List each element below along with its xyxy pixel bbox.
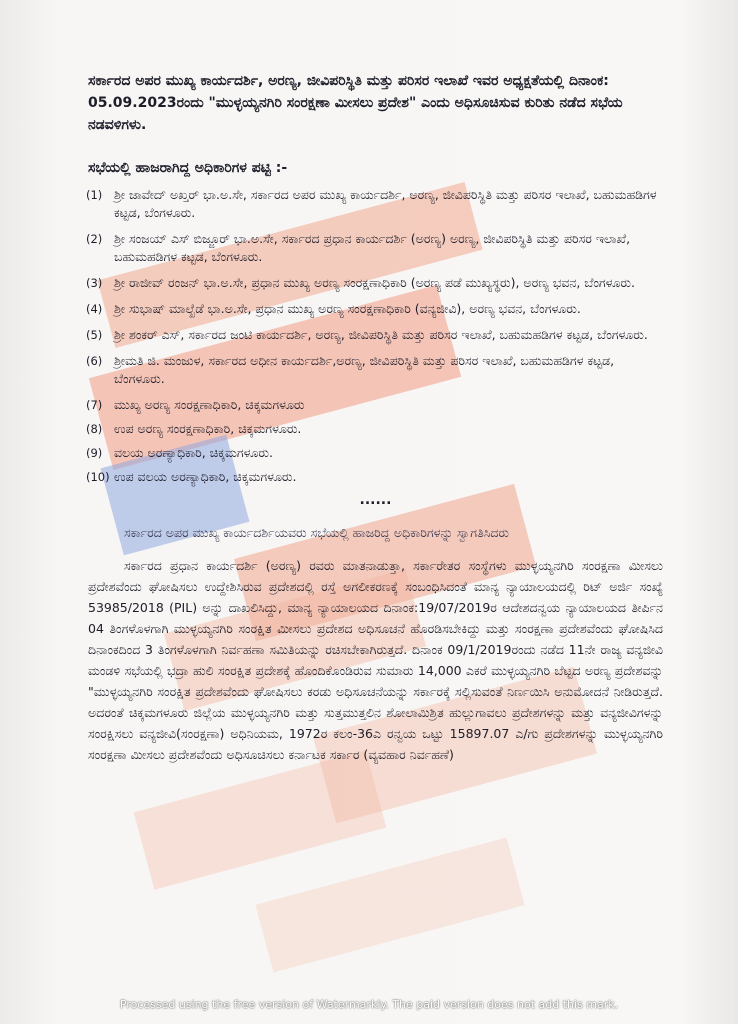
item-text: ವಲಯ ಅರಣ್ಯಾಧಿಕಾರಿ, ಚಿಕ್ಕಮಗಳೂರು. bbox=[114, 445, 273, 460]
item-number: (7) bbox=[86, 398, 103, 412]
paragraph-welcome: ಸರ್ಕಾರದ ಅಪರ ಮುಖ್ಯ ಕಾರ್ಯದರ್ಶಿಯವರು ಸಭೆಯಲ್ಲಿ ಹಾಜರಿದ್ದ ಅಧಿಕಾರಿಗಳನ್ನು ಸ್ವಾಗತಿಸಿದರು bbox=[124, 525, 509, 540]
list-item bbox=[88, 352, 663, 388]
list-item bbox=[88, 230, 663, 266]
item-number: (5) bbox=[86, 328, 103, 342]
item-text: ಮುಖ್ಯ ಅರಣ್ಯ ಸಂರಕ್ಷಣಾಧಿಕಾರಿ, ಚಿಕ್ಕಮಗಳೂರು bbox=[114, 397, 305, 412]
document-content bbox=[88, 70, 663, 777]
item-text: ಶ್ರೀ ಸಂಜಯ್ ಎಸ್ ಬಿಜ್ಜೂರ್ ಭಾ.ಅ.ಸೇ, ಸರ್ಕಾರದ ಪ್ರಧಾನ ಕಾರ್ಯದರ್ಶಿ (ಅರಣ್ಯ) ಅರಣ್ಯ, ಜೀವಿಪರಿಸ್ಥಿತಿ ಮತ್ತು ಪರಿಸರ ಇಲಾಖೆ, ಬಹುಮಹಡಿಗಳ ಕಟ್ಟಡ, ಬೆಂಗಳೂರು. bbox=[114, 231, 631, 264]
list-item bbox=[88, 468, 663, 486]
paragraph-discussion: ಸರ್ಕಾರದ ಪ್ರಧಾನ ಕಾರ್ಯದರ್ಶಿ (ಅರಣ್ಯ) ರವರು ಮಾತನಾಡುತ್ತಾ, ಸರ್ಕಾರೇತರ ಸಂಸ್ಥೆಗಳು ಮುಳ್ಳಯ್ಯನಗಿರಿ ಸಂರಕ್ಷಣಾ ಮೀಸಲು ಪ್ರದೇಶವೆಂದು ಘೋಷಿಸಲು ಉದ್ದೇಶಿಸಿರುವ ಪ್ರದೇಶದಲ್ಲಿ ರಸ್ತೆ ಅಗಲೀಕರಣಕ್ಕೆ ಸಂಬಂಧಿಸಿದಂತೆ ಮಾನ್ಯ ನ್ಯಾಯಾಲಯದಲ್ಲಿ ರಿಟ್ ಅರ್ಜಿ ಸಂಖ್ಯೆ 53985/2018 (PIL) ಅನ್ನು ದಾಖಲಿಸಿದ್ದು, ಮಾನ್ಯ ನ್ಯಾಯಾಲಯದ ದಿನಾಂಕ:19/07/2019ರ ಆದೇಶದನ್ವಯ ನ್ಯಾಯಾಲಯದ ತೀರ್ಪಿನ 04 ತಿಂಗಳೊಳಗಾಗಿ ಮುಳ್ಳಯ್ಯನಗಿರಿ ಸಂರಕ್ಷಿತ ಮೀಸಲು ಪ್ರದೇಶದ ಅಧಿಸೂಚನೆ ಹೊರಡಿಸಬೇಕಿದ್ದು ಮತ್ತು ಸಂರಕ್ಷಣಾ ಪ್ರದೇಶವೆಂದು ಘೋಷಿಸಿದ ದಿನಾಂಕದಿಂದ 3 ತಿಂಗಳೊಳಗಾಗಿ ನಿರ್ವಹಣಾ ಸಮಿತಿಯನ್ನು ರಚಿಸಬೇಕಾಗಿರುತ್ತದೆ. ದಿನಾಂಕ 09/1/2019ರಂದು ನಡೆದ 11ನೇ ರಾಜ್ಯ ವನ್ಯಜೀವಿ ಮಂಡಳಿ ಸಭೆಯಲ್ಲಿ ಭದ್ರಾ ಹುಲಿ ಸಂರಕ್ಷಿತ ಪ್ರದೇಶಕ್ಕೆ ಹೊಂದಿಕೊಂಡಿರುವ ಸುಮಾರು 14,000 ಎಕರೆ ಮುಳ್ಳಯ್ಯನಗಿರಿ ಬೆಟ್ಟದ ಅರಣ್ಯ ಪ್ರದೇಶವನ್ನು "ಮುಳ್ಳಯ್ಯನಗಿರಿ ಸಂರಕ್ಷಿತ ಪ್ರದೇಶವೆಂದು ಘೋಷಿಸಲು ಕರಡು ಅಧಿಸೂಚನೆಯನ್ನು ಸರ್ಕಾರಕ್ಕೆ ಸಲ್ಲಿಸುವಂತೆ ನಿರ್ಣಯಿಸಿ ಅನುಮೋದನೆ ನೀಡಿರುತ್ತದೆ. ಅದರಂತೆ ಚಿಕ್ಕಮಗಳೂರು ಜಿಲ್ಲೆಯ ಮುಳ್ಳಯ್ಯನಗಿರಿ ಮತ್ತು ಸುತ್ತಮುತ್ತಲಿನ ಶೋಲಾಮಿಶ್ರಿತ ಹುಲ್ಲುಗಾವಲು ಪ್ರದೇಶಗಳನ್ನು ಮತ್ತು ವನ್ಯಜೀವಿಗಳನ್ನು ಸಂರಕ್ಷಿಸಲು ವನ್ಯಜೀವಿ(ಸಂರಕ್ಷಣಾ) ಅಧಿನಿಯಮ, 1972ರ ಕಲಂ-36ಎ ರನ್ವಯ ಒಟ್ಟು 15897.07 ಎ/ಗು ಪ್ರದೇಶಗಳನ್ನು ಮುಳ್ಳಯ್ಯನಗಿರಿ ಸಂರಕ್ಷಣಾ ಮೀಸಲು ಪ್ರದೇಶವೆಂದು ಅಧಿಸೂಚಿಸಲು ಕರ್ನಾಟಕ ಸರ್ಕಾರ (ವ್ಯವಹಾರ ನಿರ್ವಹಣೆ) bbox=[88, 558, 663, 762]
list-item bbox=[88, 396, 663, 414]
item-number: (3) bbox=[86, 276, 103, 290]
item-text: ಶ್ರೀಮತಿ ಜಿ. ಮಂಜುಳ, ಸರ್ಕಾರದ ಅಧೀನ ಕಾರ್ಯದರ್ಶಿ,ಅರಣ್ಯ, ಜೀವಿಪರಿಸ್ಥಿತಿ ಮತ್ತು ಪರಿಸರ ಇಲಾಖೆ, ಬಹುಮಹಡಿಗಳ ಕಟ್ಟಡ, ಬೆಂಗಳೂರು. bbox=[114, 353, 615, 386]
item-number: (4) bbox=[86, 302, 103, 316]
item-number: (6) bbox=[86, 354, 103, 368]
item-text: ಉಪ ಅರಣ್ಯ ಸಂರಕ್ಷಣಾಧಿಕಾರಿ, ಚಿಕ್ಕಮಗಳೂರು. bbox=[114, 421, 302, 436]
list-item bbox=[88, 420, 663, 438]
list-item bbox=[88, 326, 663, 344]
item-text: ಉಪ ವಲಯ ಅರಣ್ಯಾಧಿಕಾರಿ, ಚಿಕ್ಕಮಗಳೂರು. bbox=[114, 469, 297, 484]
document-title: ಸರ್ಕಾರದ ಅಪರ ಮುಖ್ಯ ಕಾರ್ಯದರ್ಶಿ, ಅರಣ್ಯ, ಜೀವಿಪರಿಸ್ಥಿತಿ ಮತ್ತು ಪರಿಸರ ಇಲಾಖೆ ಇವರ ಅಧ್ಯಕ್ಷತೆಯಲ್ಲಿ ದಿನಾಂಕ: 05.09.2023ರಂದು "ಮುಳ್ಳಯ್ಯನಗಿರಿ ಸಂರಕ್ಷಣಾ ಮೀಸಲು ಪ್ರದೇಶ" ಎಂದು ಅಧಿಸೂಚಿಸುವ ಕುರಿತು ನಡೆದ ಸಭೆಯ ನಡವಳಿಗಳು. bbox=[88, 73, 623, 133]
item-number: (2) bbox=[86, 232, 103, 246]
section-separator: ...... bbox=[359, 492, 392, 508]
item-number: (9) bbox=[86, 446, 103, 460]
watermark-footer-text: Processed using the free version of Watermarkly. The paid version does not add this mark. bbox=[119, 998, 619, 1011]
list-item bbox=[88, 444, 663, 462]
item-number: (10) bbox=[86, 470, 110, 484]
item-text: ಶ್ರೀ ಸುಭಾಷ್ ಮಾಲ್ಖೆಡೆ ಭಾ.ಅ.ಸೇ, ಪ್ರಧಾನ ಮುಖ್ಯ ಅರಣ್ಯ ಸಂರಕ್ಷಣಾಧಿಕಾರಿ (ವನ್ಯಜೀವಿ), ಅರಣ್ಯ ಭವನ, ಬೆಂಗಳೂರು. bbox=[114, 301, 581, 316]
list-item bbox=[88, 186, 663, 222]
item-text: ಶ್ರೀ ರಾಜೀವ್ ರಂಜನ್ ಭಾ.ಅ.ಸೇ, ಪ್ರಧಾನ ಮುಖ್ಯ ಅರಣ್ಯ ಸಂರಕ್ಷಣಾಧಿಕಾರಿ (ಅರಣ್ಯ ಪಡೆ ಮುಖ್ಯಸ್ಥರು), ಅರಣ್ಯ ಭವನ, ಬೆಂಗಳೂರು. bbox=[114, 275, 635, 290]
list-item bbox=[88, 274, 663, 292]
item-number: (1) bbox=[86, 188, 103, 202]
item-text: ಶ್ರೀ ಶಂಕರ್ ಎಸ್, ಸರ್ಕಾರದ ಜಂಟಿ ಕಾರ್ಯದರ್ಶಿ, ಅರಣ್ಯ, ಜೀವಿಪರಿಸ್ಥಿತಿ ಮತ್ತು ಪರಿಸರ ಇಲಾಖೆ, ಬಹುಮಹಡಿಗಳ ಕಟ್ಟಡ, ಬೆಂಗಳೂರು. bbox=[114, 327, 648, 342]
item-number: (8) bbox=[86, 422, 103, 436]
watermark-shape bbox=[255, 838, 524, 973]
attendees-list bbox=[88, 186, 663, 486]
list-item bbox=[88, 300, 663, 318]
item-text: ಶ್ರೀ ಜಾವೇದ್ ಅಖ್ತರ್ ಭಾ.ಅ.ಸೇ, ಸರ್ಕಾರದ ಅಪರ ಮುಖ್ಯ ಕಾರ್ಯದರ್ಶಿ, ಅರಣ್ಯ, ಜೀವಿಪರಿಸ್ಥಿತಿ ಮತ್ತು ಪರಿಸರ ಇಲಾಖೆ, ಬಹುಮಹಡಿಗಳ ಕಟ್ಟಡ, ಬೆಂಗಳೂರು. bbox=[114, 187, 657, 220]
attendees-heading: ಸಭೆಯಲ್ಲಿ ಹಾಜರಾಗಿದ್ದ ಅಧಿಕಾರಿಗಳ ಪಟ್ಟಿ :- bbox=[88, 160, 288, 176]
